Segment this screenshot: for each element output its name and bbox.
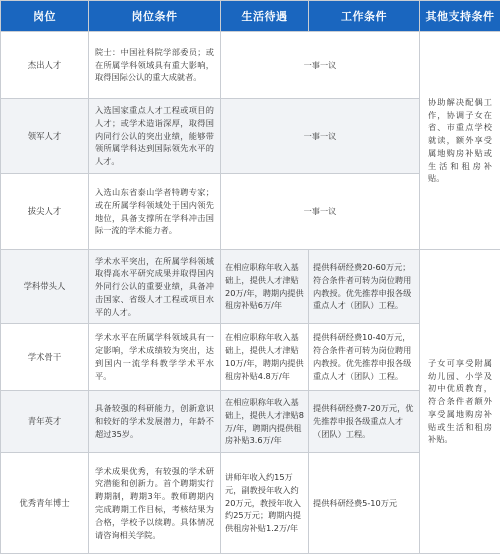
- living-cell: 在相应职称年收入基础上，提供人才津贴10万/年，聘期内提供租房补贴4.8万/年: [221, 324, 309, 391]
- living-cell: 在相应职称年收入基础上，提供人才津贴20万/年，聘期内提供租房补贴6万/年: [221, 250, 309, 324]
- header-support: 其他支持条件: [420, 1, 500, 32]
- post-cell: 优秀青年博士: [1, 453, 89, 554]
- merged-terms-cell: 一事一议: [221, 99, 420, 174]
- living-cell: 在相应职称年收入基础上，提供人才津贴8万/年，聘期内提供租房补贴3.6万/年: [221, 391, 309, 453]
- condition-cell: 入选山东省泰山学者特聘专家；或在所属学科领域处于国内领先地位，具备支撑所在学科冲击国际一流的学术能力者。: [89, 174, 221, 250]
- post-cell: 学术骨干: [1, 324, 89, 391]
- condition-cell: 院士：中国社科院学部委员；或在所属学科领域具有重大影响，取得国际公认的重大成就者。: [89, 32, 221, 99]
- post-cell: 青年英才: [1, 391, 89, 453]
- work-cell: 提供科研经费10-40万元，符合条件者可转为岗位聘用内教授。优先推荐申报各级重点人才（团队）工程。: [309, 324, 420, 391]
- header-row: [1, 1, 500, 32]
- condition-cell: 学术水平在所属学科领域具有一定影响，学术成绩较为突出，达到国内一流学科教学学术平水平。: [89, 324, 221, 391]
- condition-cell: 入选国家重点人才工程或项目的人才；或学术造诣深厚，取得国内同行公认的突出业绩，能够带领所属学科达到国际领先水平的人才。: [89, 99, 221, 174]
- condition-cell: 学术成果优秀，有较强的学术研究潜能和创新力。首个聘期实行聘期制，聘期3年。教师聘期内完成聘期工作目标，考核结果为合格，学校予以续聘。具体情况请咨询相关学院。: [89, 453, 221, 554]
- merged-terms-cell: 一事一议: [221, 32, 420, 99]
- post-cell: 学科带头人: [1, 250, 89, 324]
- post-cell: 拔尖人才: [1, 174, 89, 250]
- header-work: 工作条件: [309, 1, 420, 32]
- merged-terms-cell: 一事一议: [221, 174, 420, 250]
- post-cell: 领军人才: [1, 99, 89, 174]
- header-living: 生活待遇: [221, 1, 309, 32]
- table-row: [1, 250, 500, 324]
- work-cell: 提供科研经费7-20万元，优先推荐申报各级重点人才（团队）工程。: [309, 391, 420, 453]
- work-cell: 提供科研经费5-10万元: [309, 453, 420, 554]
- work-cell: 提供科研经费20-60万元；符合条件者可转为岗位聘用内教授。优先推荐申报各级重点人才（团队）工程。: [309, 250, 420, 324]
- header-condition: 岗位条件: [89, 1, 221, 32]
- post-cell: 杰出人才: [1, 32, 89, 99]
- living-cell: 讲师年收入约15万元，副教授年收入约20万元，教授年收入约25万元；聘期内提供租房补贴1.2万/年: [221, 453, 309, 554]
- condition-cell: 学术水平突出，在所属学科领域取得高水平研究成果并取得国内外同行公认的重要业绩，具备冲击国家、省级人才工程或项目水平的人才。: [89, 250, 221, 324]
- table-row: [1, 32, 500, 99]
- support-cell: 协助解决配偶工作，协调子女在省、市重点学校就读，额外享受属地购房补贴或生活和租房补贴。: [420, 32, 500, 250]
- condition-cell: 具备较强的科研能力，创新意识和较好的学术发展潜力，年龄不超过35岁。: [89, 391, 221, 453]
- header-post: 岗位: [1, 1, 89, 32]
- support-cell: 子女可享受附属幼儿园、小学及初中优质教育，符合条件者额外享受属地购房补贴或生活和租房补贴。: [420, 250, 500, 554]
